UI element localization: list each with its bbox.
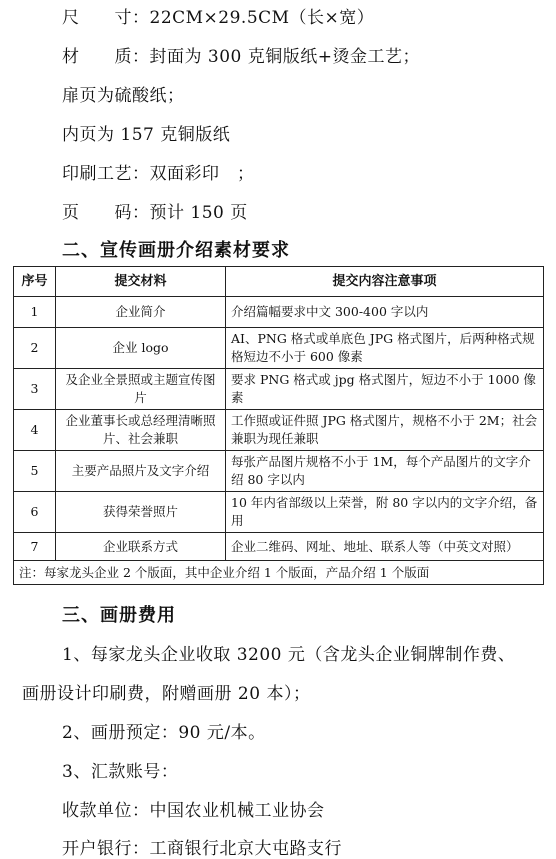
- table-row: [14, 492, 544, 533]
- spec-size: 尺 寸：22CM×29.5CM（长×宽）: [62, 8, 375, 28]
- row-index: 2: [14, 328, 56, 369]
- spec-pages: 页 码：预计 150 页: [62, 203, 248, 223]
- row-notes: 介绍篇幅要求中文 300-400 字以内: [226, 297, 544, 328]
- section3-heading: 三、画册费用: [62, 605, 176, 626]
- fee-paragraph-1-line1: 1、每家龙头企业收取 3200 元（含龙头企业铜牌制作费、: [62, 645, 516, 665]
- row-material: 企业董事长或总经理清晰照片、社会兼职: [56, 410, 226, 451]
- table-row: [14, 328, 544, 369]
- table-row: [14, 451, 544, 492]
- table-row: [14, 297, 544, 328]
- row-material: 获得荣誉照片: [56, 492, 226, 533]
- row-material: 企业简介: [56, 297, 226, 328]
- table-row: [14, 369, 544, 410]
- row-index: 4: [14, 410, 56, 451]
- row-index: 6: [14, 492, 56, 533]
- row-material: 企业 logo: [56, 328, 226, 369]
- table-header-row: [14, 267, 544, 297]
- materials-table: [13, 266, 544, 585]
- row-index: 3: [14, 369, 56, 410]
- spec-inner-pages: 内页为 157 克铜版纸: [62, 125, 231, 145]
- row-notes: 10 年内省部级以上荣誉，附 80 字以内的文字介绍，备用: [226, 492, 544, 533]
- bank-line: 开户银行：工商银行北京大屯路支行: [62, 839, 342, 859]
- row-notes: 每张产品图片规格不小于 1M，每个产品图片的文字介绍 80 字以内: [226, 451, 544, 492]
- fee-paragraph-3: 3、汇款账号：: [62, 762, 179, 782]
- table-row: [14, 410, 544, 451]
- row-notes: 企业二维码、网址、地址、联系人等（中英文对照）: [226, 533, 544, 561]
- spec-flyleaf: 扉页为硫酸纸；: [62, 86, 185, 106]
- header-notes: 提交内容注意事项: [226, 267, 544, 297]
- payee-line: 收款单位：中国农业机械工业协会: [62, 801, 325, 821]
- table-note-row: [14, 561, 544, 585]
- header-material: 提交材料: [56, 267, 226, 297]
- row-notes: 工作照或证件照 JPG 格式图片，规格不小于 2M；社会兼职为现任兼职: [226, 410, 544, 451]
- fee-paragraph-2: 2、画册预定：90 元/本。: [62, 723, 266, 743]
- spec-material: 材 质：封面为 300 克铜版纸+烫金工艺；: [62, 47, 420, 67]
- row-material: 及企业全景照或主题宣传图片: [56, 369, 226, 410]
- spec-printing: 印刷工艺：双面彩印 ；: [62, 164, 255, 184]
- section2-heading: 二、宣传画册介绍素材要求: [62, 240, 290, 261]
- row-notes: 要求 PNG 格式或 jpg 格式图片，短边不小于 1000 像素: [226, 369, 544, 410]
- table-row: [14, 533, 544, 561]
- row-material: 企业联系方式: [56, 533, 226, 561]
- row-material: 主要产品照片及文字介绍: [56, 451, 226, 492]
- header-index: 序号: [14, 267, 56, 297]
- table-note: 注：每家龙头企业 2 个版面，其中企业介绍 1 个版面，产品介绍 1 个版面: [14, 561, 544, 585]
- fee-paragraph-1-line2: 画册设计印刷费，附赠画册 20 本）；: [22, 684, 311, 704]
- row-index: 1: [14, 297, 56, 328]
- row-index: 7: [14, 533, 56, 561]
- row-notes: AI、PNG 格式或单底色 JPG 格式图片，后两种格式规格短边不小于 600 像素: [226, 328, 544, 369]
- row-index: 5: [14, 451, 56, 492]
